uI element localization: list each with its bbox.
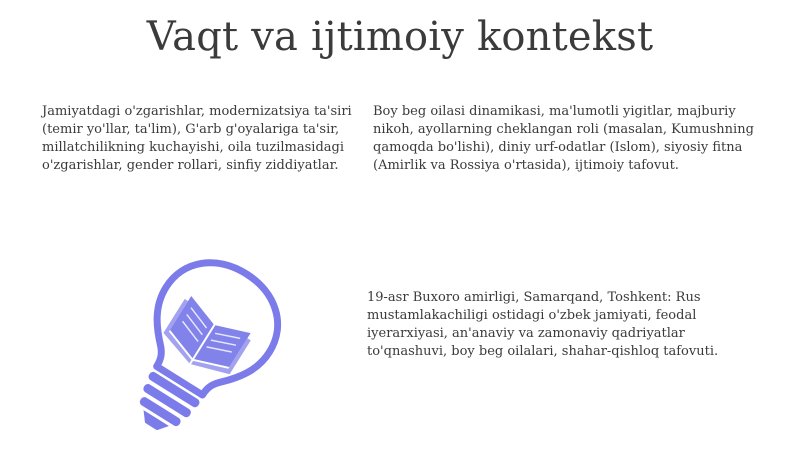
paragraph-family-dynamics: Boy beg oilasi dinamikasi, ma'lumotli yigitlar, majburiy nikoh, ayollarning cheklangan roli (masalan, Kumushning qamoqda bo'lishi), diniy urf-odatlar (Islom), siyosiy fitna (Amirlik va Rossiya o'rtasida), ijtimoiy tafovut. xyxy=(373,104,754,173)
slide-title: Vaqt va ijtimoiy kontekst xyxy=(146,14,654,60)
paragraph-historical-setting: 19-asr Buxoro amirligi, Samarqand, Toshkent: Rus mustamlakachiligi ostidagi o'zbek jamiyati, feodal iyerarxiyasi, an'anaviy va zamonaviy qadriyatlar to'qnashuvi, boy beg oilalari, shahar-qishloq tafovuti. xyxy=(367,290,719,359)
paragraph-social-changes: Jamiyatdagi o'zgarishlar, modernizatsiya ta'siri (temir yo'llar, ta'lim), G'arb g'oyalariga ta'sir, millatchilikning kuchayishi, oila tuzilmasidagi o'zgarishlar, gender rollari, sinfiy ziddiyatlar. xyxy=(42,104,352,173)
lightbulb-book-icon xyxy=(100,250,310,430)
